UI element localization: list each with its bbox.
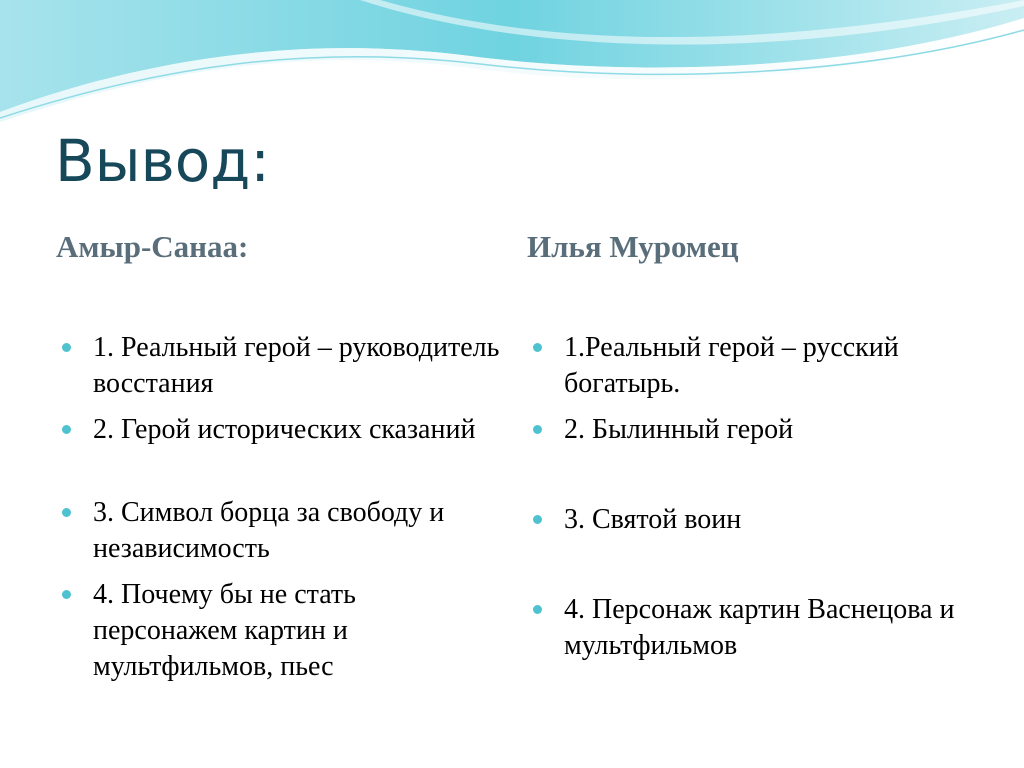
bullet-dot-icon [533, 605, 542, 614]
list-item: 2. Былинный герой [533, 412, 1003, 448]
bullet-dot-icon [533, 425, 542, 434]
slide-title: Вывод: [55, 127, 270, 195]
list-item: 4. Почему бы не стать персонажем картин и мультфильмов, пьес [62, 577, 502, 685]
left-column-heading: Амыр-Санаа: [56, 229, 249, 264]
bullet-dot-icon [533, 515, 542, 524]
decorative-wave-banner [0, 0, 1024, 130]
bullet-dot-icon [62, 590, 71, 599]
right-column-heading: Илья Муромец [527, 229, 739, 264]
list-item: 3. Символ борца за свободу и независимость [62, 495, 502, 567]
bullet-dot-icon [62, 425, 71, 434]
list-item: 4. Персонаж картин Васнецова и мультфильмов [533, 592, 1003, 664]
list-item: 1.Реальный герой – русский богатырь. [533, 330, 1003, 402]
list-item: 2. Герой исторических сказаний [62, 412, 502, 448]
list-item: 3. Святой воин [533, 502, 1003, 538]
list-item: 1. Реальный герой – руководитель восстания [62, 330, 502, 402]
bullet-dot-icon [62, 343, 71, 352]
bullet-dot-icon [62, 508, 71, 517]
bullet-dot-icon [533, 343, 542, 352]
